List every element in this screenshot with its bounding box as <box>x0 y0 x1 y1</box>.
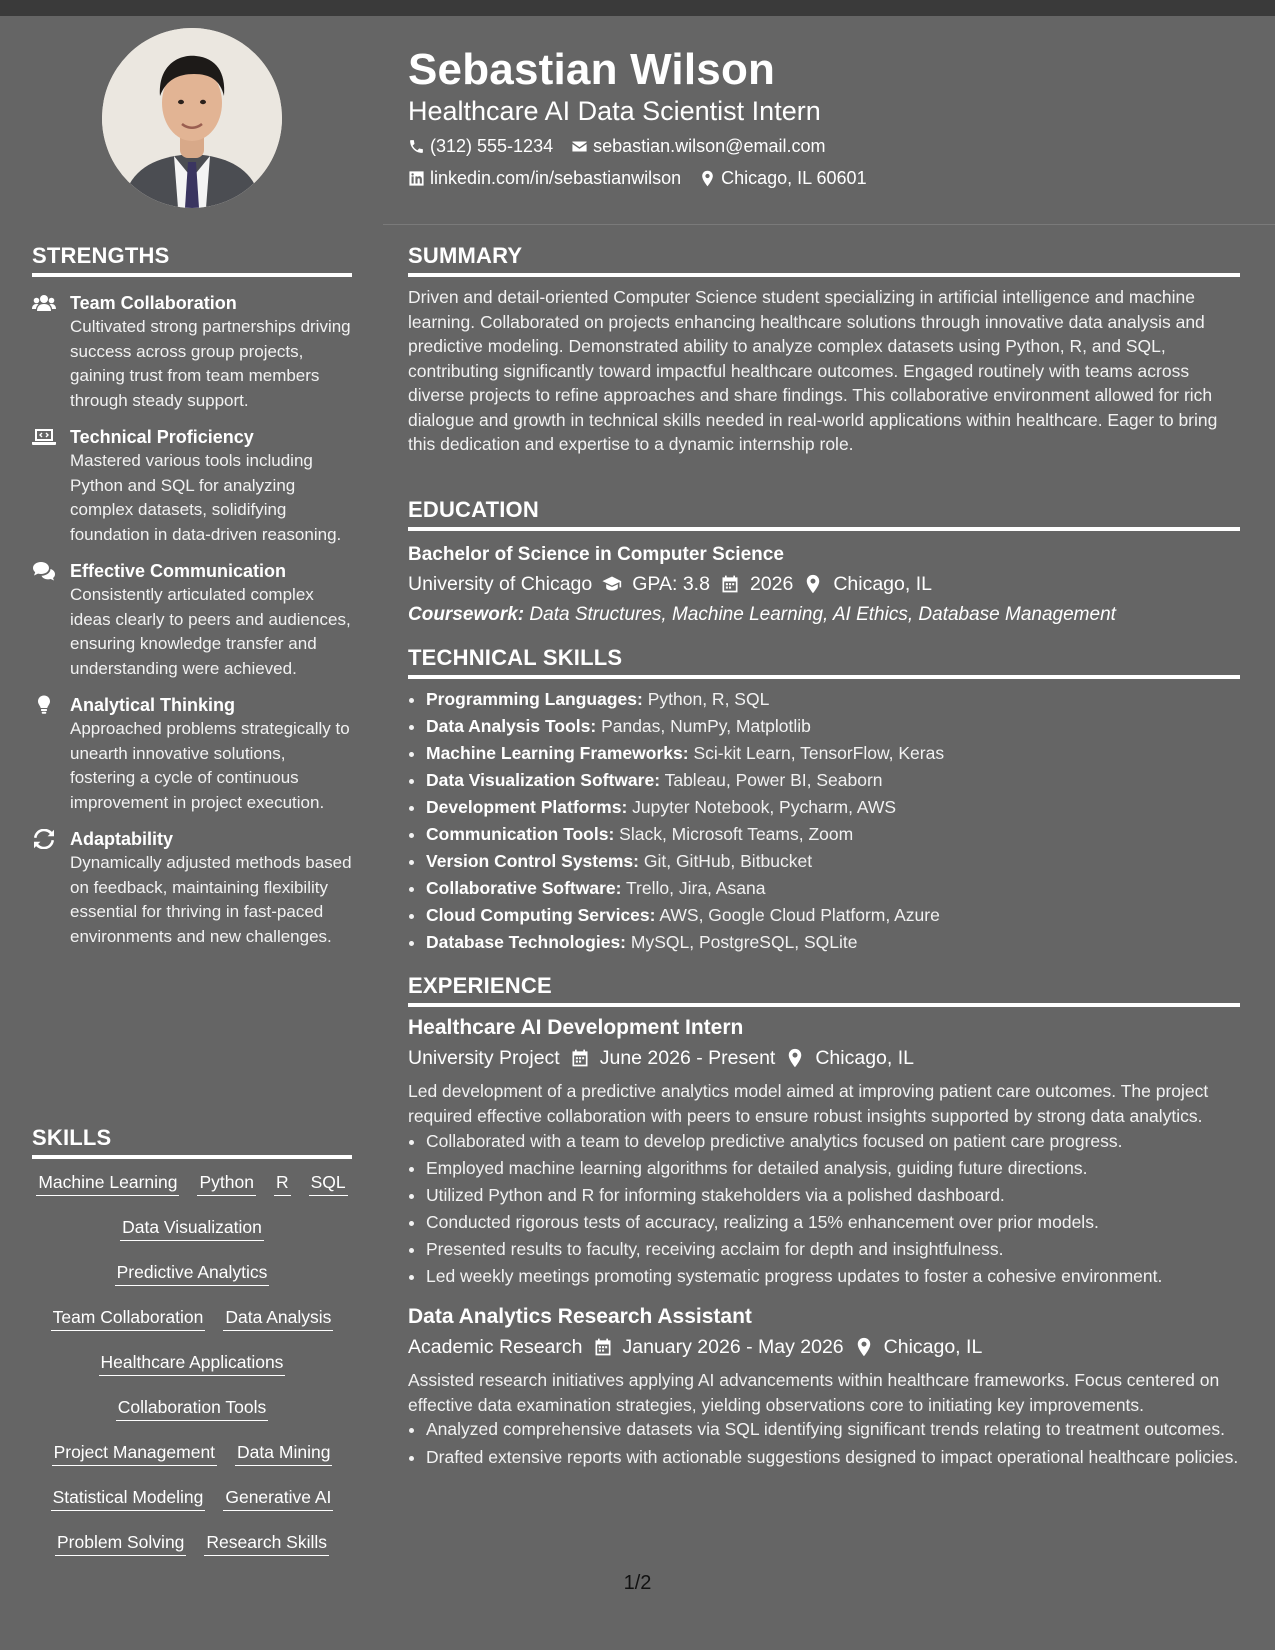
job-org: University Project <box>408 1047 560 1069</box>
skill-chip: Statistical Modeling <box>51 1484 206 1511</box>
strength-title: Team Collaboration <box>70 293 237 313</box>
map-marker-icon <box>785 1048 805 1068</box>
job-bullet-list <box>408 1128 1240 1290</box>
technical-skill-value: Tableau, Power BI, Seaborn <box>664 770 883 790</box>
skill-chip: Healthcare Applications <box>99 1349 286 1376</box>
technical-skill-item <box>426 686 1240 713</box>
technical-skill-value: Pandas, NumPy, Matplotlib <box>601 716 811 736</box>
technical-skill-value: MySQL, PostgreSQL, SQLite <box>630 932 858 952</box>
contact-row <box>408 134 825 158</box>
job-bullet: • Drafted extensive reports with actionable suggestions designed to impact operational healthcare policies. <box>426 1445 1240 1470</box>
technical-skills-heading: TECHNICAL SKILLS <box>408 644 1240 679</box>
job-bullet-list <box>408 1417 1240 1469</box>
job-location: Chicago, IL <box>883 1336 983 1358</box>
calendar-icon <box>720 574 740 594</box>
phone-icon <box>408 138 425 155</box>
map-marker-icon <box>803 574 823 594</box>
strength-description: Approached problems strategically to unearth innovative solutions, fostering a cycle of continuous improvement in project execution. <box>70 719 350 812</box>
users-icon <box>32 291 58 413</box>
skills-chip-row <box>32 1394 352 1439</box>
job-entry <box>408 1013 1240 1290</box>
job-bullet: • Analyzed comprehensive datasets via SQL identifying significant trends relating to treatment outcomes. <box>426 1417 1240 1442</box>
graduation-cap-icon <box>602 574 622 594</box>
experience-section <box>408 972 1240 1472</box>
linkedin-text[interactable]: linkedin.com/in/sebastianwilson <box>430 168 682 188</box>
summary-section <box>408 242 1240 457</box>
technical-skill-item <box>426 875 1240 902</box>
gpa-text: GPA: 3.8 <box>632 573 710 595</box>
technical-skill-item <box>426 713 1240 740</box>
skills-chip-row <box>32 1529 352 1574</box>
technical-skill-label: Database Technologies: <box>426 932 627 952</box>
skill-chip: Research Skills <box>204 1529 329 1556</box>
skill-chip: Machine Learning <box>36 1169 179 1196</box>
top-bar <box>0 0 1275 16</box>
skill-chip: Collaboration Tools <box>116 1394 269 1421</box>
job-bullet: • Presented results to faculty, receiving acclaim for depth and insightfulness. <box>426 1236 1240 1263</box>
strength-description: Mastered various tools including Python and SQL for analyzing complex datasets, solidifying foundation in data-driven reasoning. <box>70 451 342 544</box>
linkedin-contact[interactable] <box>408 166 681 190</box>
technical-skills-list <box>408 686 1240 956</box>
job-location: Chicago, IL <box>815 1047 914 1069</box>
summary-text: Driven and detail-oriented Computer Science student specializing in artificial intelligence and machine learning. Collaborated on projects enhancing healthcare solutions through innovative data analysis and predictive modeling. Demonstrated ability to analyze complex datasets using Python, R, and SQL, contributing significantly toward impactful healthcare outcomes. Engaged routinely with teams across diverse projects to refine approaches and share findings. This collaborative environment allowed for rich dialogue and growth in technical skills needed in real-world applications within healthcare. Eager to bring this dedication and expertise to a dynamic internship role. <box>408 287 1218 454</box>
sync-icon <box>32 827 58 949</box>
strength-title: Effective Communication <box>70 561 287 581</box>
skill-chip: Data Analysis <box>223 1304 333 1331</box>
strengths-section <box>32 242 352 949</box>
envelope-icon <box>571 138 588 155</box>
strength-description: Consistently articulated complex ideas clearly to peers and audiences, ensuring knowledge transfer and understanding were achieved. <box>70 585 351 678</box>
job-bullet: • Conducted rigorous tests of accuracy, realizing a 15% enhancement over prior models. <box>426 1209 1240 1236</box>
experience-heading: EXPERIENCE <box>408 972 1240 1007</box>
coursework-text: Data Structures, Machine Learning, AI Ethics, Database Management <box>529 604 1116 625</box>
technical-skill-label: Cloud Computing Services: <box>426 905 656 925</box>
profile-photo-icon <box>102 28 282 208</box>
skills-chip-row <box>32 1214 352 1259</box>
email-contact[interactable] <box>571 134 825 158</box>
technical-skill-value: AWS, Google Cloud Platform, Azure <box>659 905 940 925</box>
job-dates: June 2026 - Present <box>599 1047 776 1069</box>
coursework-line <box>408 600 1240 630</box>
strength-title: Analytical Thinking <box>70 695 236 715</box>
technical-skill-label: Collaborative Software: <box>426 878 622 898</box>
summary-heading: SUMMARY <box>408 242 1240 277</box>
location-contact <box>699 166 866 190</box>
job-bullet: • Utilized Python and R for informing stakeholders via a polished dashboard. <box>426 1182 1240 1209</box>
contact-row <box>408 166 867 190</box>
skills-section <box>32 1124 352 1574</box>
job-dates: January 2026 - May 2026 <box>622 1336 844 1358</box>
strength-item <box>32 827 352 949</box>
technical-skill-label: Programming Languages: <box>426 689 643 709</box>
skills-chip-row <box>32 1439 352 1484</box>
strength-item <box>32 559 352 681</box>
job-description: Led development of a predictive analytics model aimed at improving patient care outcomes. The project required effective collaboration with peers to ensure robust insights supported by strong data analytics. <box>408 1081 1209 1126</box>
strength-item <box>32 425 352 547</box>
technical-skill-value: Sci-kit Learn, TensorFlow, Keras <box>693 743 945 763</box>
page-number: 1/2 <box>623 1572 652 1594</box>
laptop-code-icon <box>32 425 58 547</box>
technical-skill-item <box>426 740 1240 767</box>
skills-chip-row <box>32 1484 352 1529</box>
job-meta <box>408 1043 1240 1073</box>
technical-skill-value: Slack, Microsoft Teams, Zoom <box>619 824 854 844</box>
job-meta <box>408 1332 1240 1362</box>
strength-description: Dynamically adjusted methods based on feedback, maintaining flexibility essential for thriving in fast-paced environments and new challenges. <box>70 853 352 946</box>
candidate-role: Healthcare AI Data Scientist Intern <box>408 96 821 126</box>
technical-skill-label: Communication Tools: <box>426 824 615 844</box>
technical-skill-label: Machine Learning Frameworks: <box>426 743 689 763</box>
technical-skill-item <box>426 848 1240 875</box>
graduation-year: 2026 <box>749 573 794 595</box>
job-entry <box>408 1302 1240 1469</box>
map-marker-icon <box>854 1337 874 1357</box>
technical-skill-value: Jupyter Notebook, Pycharm, AWS <box>632 797 897 817</box>
skill-chip: Data Visualization <box>120 1214 264 1241</box>
map-marker-icon <box>699 170 716 187</box>
skills-heading: SKILLS <box>32 1124 352 1159</box>
linkedin-icon <box>408 170 425 187</box>
education-heading: EDUCATION <box>408 496 1240 531</box>
job-bullet: • Led weekly meetings promoting systematic progress updates to foster a cohesive environment. <box>426 1263 1240 1290</box>
skill-chip: Team Collaboration <box>51 1304 206 1331</box>
strength-item <box>32 291 352 413</box>
technical-skill-label: Version Control Systems: <box>426 851 639 871</box>
email-text[interactable]: sebastian.wilson@email.com <box>593 136 826 156</box>
strength-description: Cultivated strong partnerships driving success across group projects, gaining trust from team members through steady support. <box>70 317 351 410</box>
job-org: Academic Research <box>408 1336 583 1358</box>
skills-chip-row <box>32 1349 352 1394</box>
technical-skill-item <box>426 902 1240 929</box>
coursework-label: Coursework: <box>408 604 525 625</box>
skill-chip: Project Management <box>52 1439 217 1466</box>
school-location: Chicago, IL <box>833 573 932 595</box>
strength-item <box>32 693 352 815</box>
technical-skill-item <box>426 794 1240 821</box>
job-bullet: • Collaborated with a team to develop predictive analytics focused on patient care progress. <box>426 1128 1240 1155</box>
technical-skill-label: Development Platforms: <box>426 797 628 817</box>
candidate-name: Sebastian Wilson <box>408 45 776 94</box>
technical-skill-item <box>426 821 1240 848</box>
job-bullet: • Employed machine learning algorithms for detailed analysis, guiding future directions. <box>426 1155 1240 1182</box>
strengths-heading: STRENGTHS <box>32 242 352 277</box>
skill-chip: Problem Solving <box>55 1529 186 1556</box>
skill-chip: Predictive Analytics <box>115 1259 270 1286</box>
degree-title: Bachelor of Science in Computer Science <box>408 544 784 565</box>
technical-skills-section <box>408 644 1240 956</box>
skill-chip: Python <box>197 1169 255 1196</box>
header-divider <box>383 224 1275 225</box>
profile-photo <box>102 28 282 208</box>
skill-chip: R <box>274 1169 291 1196</box>
technical-skill-label: Data Analysis Tools: <box>426 716 597 736</box>
technical-skill-value: Trello, Jira, Asana <box>626 878 766 898</box>
job-description: Assisted research initiatives applying AI advancements within healthcare frameworks. Focus centered on effective data examination strategies, yielding observations core to initiating key improvements. <box>408 1370 1220 1415</box>
phone-contact <box>408 134 553 158</box>
job-title: Data Analytics Research Assistant <box>408 1305 752 1328</box>
location-text: Chicago, IL 60601 <box>721 168 867 188</box>
technical-skill-value: Git, GitHub, Bitbucket <box>643 851 813 871</box>
calendar-icon <box>570 1048 590 1068</box>
education-section <box>408 496 1240 630</box>
skill-chip: Generative AI <box>223 1484 333 1511</box>
skills-chip-row <box>32 1259 352 1304</box>
skills-chip-list <box>32 1169 352 1574</box>
technical-skill-item <box>426 929 1240 956</box>
skill-chip: SQL <box>309 1169 348 1196</box>
comments-icon <box>32 559 58 681</box>
phone-text: (312) 555-1234 <box>430 136 554 156</box>
lightbulb-icon <box>32 693 58 815</box>
technical-skill-value: Python, R, SQL <box>647 689 770 709</box>
job-title: Healthcare AI Development Intern <box>408 1016 744 1039</box>
school-name: University of Chicago <box>408 573 593 595</box>
calendar-icon <box>593 1337 613 1357</box>
skills-chip-row <box>32 1304 352 1349</box>
skill-chip: Data Mining <box>235 1439 332 1466</box>
technical-skill-label: Data Visualization Software: <box>426 770 661 790</box>
strength-title: Technical Proficiency <box>70 427 254 447</box>
technical-skill-item <box>426 767 1240 794</box>
strength-title: Adaptability <box>70 829 174 849</box>
education-meta <box>408 569 1240 599</box>
skills-chip-row <box>32 1169 352 1214</box>
